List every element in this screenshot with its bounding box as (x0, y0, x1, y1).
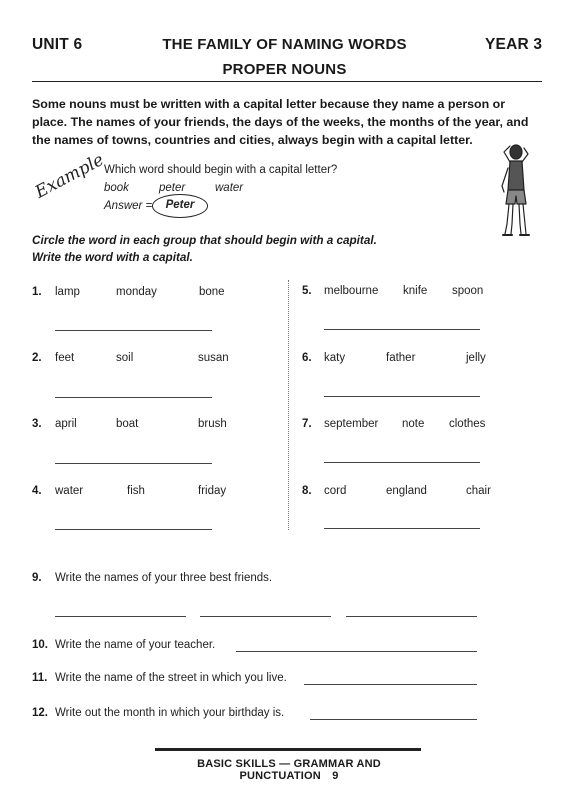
word-group (302, 285, 552, 335)
question-text: Write the name of the street in which you live. (55, 672, 287, 684)
question-text: Write the names of your three best friends. (55, 572, 273, 584)
group-number: 8. (302, 485, 312, 497)
question-number: 10. (32, 639, 48, 651)
group-word[interactable]: boat (116, 418, 139, 430)
group-word[interactable]: spoon (452, 285, 484, 297)
example-label: Example (32, 149, 108, 203)
instructions (32, 232, 452, 266)
group-word[interactable]: fish (127, 485, 145, 497)
year-label: YEAR 3 (485, 36, 543, 53)
group-word[interactable]: soil (116, 352, 134, 364)
unit-label: UNIT 6 (32, 36, 83, 53)
group-word[interactable]: september (324, 418, 379, 430)
group-word[interactable]: clothes (449, 418, 486, 430)
answer-line[interactable] (55, 529, 212, 530)
instruction-line: Circle the word in each group that should begin with a capital. (32, 234, 377, 247)
group-number: 2. (32, 352, 42, 364)
group-number: 1. (32, 286, 42, 298)
footer-rule (155, 748, 421, 751)
group-word[interactable]: april (55, 418, 77, 430)
question-text: Write the name of your teacher. (55, 639, 216, 651)
answer-line[interactable] (310, 719, 477, 720)
group-word[interactable]: susan (198, 352, 229, 364)
answer-line[interactable] (55, 397, 212, 398)
answer-line[interactable] (324, 462, 480, 463)
intro-line: the names of towns, countries and cities, always begin with a capital letter. (32, 133, 473, 147)
instruction-line: Write the word with a capital. (32, 251, 193, 264)
group-word[interactable]: cord (324, 485, 347, 497)
answer-line[interactable] (55, 463, 212, 464)
example-word: peter (159, 182, 186, 194)
page-title: THE FAMILY OF NAMING WORDS (162, 36, 407, 53)
word-group (302, 418, 552, 468)
group-word[interactable]: brush (198, 418, 227, 430)
answer-line[interactable] (346, 616, 477, 617)
boy-illustration (482, 140, 544, 242)
group-number: 7. (302, 418, 312, 430)
example-word: water (215, 182, 244, 194)
example-answer-label: Answer = (104, 200, 153, 212)
word-group (32, 485, 282, 535)
intro-line: place. The names of your friends, the days of the weeks, the months of the year, and (32, 115, 529, 129)
group-number: 6. (302, 352, 312, 364)
question-text: Write out the month in which your birthday is. (55, 707, 285, 719)
group-word[interactable]: monday (116, 286, 157, 298)
column-divider (288, 280, 289, 530)
group-number: 4. (32, 485, 42, 497)
example-word: book (104, 182, 129, 194)
group-number: 3. (32, 418, 42, 430)
intro-line: Some nouns must be written with a capital letter because they name a person or (32, 97, 506, 111)
group-number: 5. (302, 285, 312, 297)
intro-paragraph (32, 95, 552, 149)
example-answer: Peter (165, 199, 195, 211)
answer-line[interactable] (304, 684, 477, 685)
group-word[interactable]: knife (403, 285, 428, 297)
answer-line[interactable] (55, 330, 212, 331)
answer-line[interactable] (200, 616, 331, 617)
answer-line[interactable] (55, 616, 186, 617)
question-number: 9. (32, 572, 42, 584)
answer-line[interactable] (236, 651, 477, 652)
group-word[interactable]: feet (55, 352, 75, 364)
group-word[interactable]: note (402, 418, 425, 430)
group-word[interactable]: chair (466, 485, 491, 497)
group-word[interactable]: friday (198, 485, 227, 497)
page-subtitle: PROPER NOUNS (222, 61, 347, 78)
group-word[interactable]: melbourne (324, 285, 379, 297)
group-word[interactable]: father (386, 352, 416, 364)
example-question: Which word should begin with a capital letter? (104, 164, 338, 176)
word-group (32, 418, 282, 468)
group-word[interactable]: lamp (55, 286, 80, 298)
page-number: 9 (332, 770, 339, 782)
header-rule (32, 81, 542, 82)
answer-line[interactable] (324, 329, 480, 330)
group-word[interactable]: jelly (466, 352, 486, 364)
answer-line[interactable] (324, 528, 480, 529)
group-word[interactable]: water (55, 485, 84, 497)
question-number: 12. (32, 707, 48, 719)
word-group (32, 352, 282, 402)
footer-text (155, 758, 423, 782)
group-word[interactable]: bone (199, 286, 225, 298)
word-group (302, 352, 552, 402)
answer-line[interactable] (324, 396, 480, 397)
footer-title: BASIC SKILLS — GRAMMAR AND PUNCTUATION (197, 758, 381, 782)
group-word[interactable]: katy (324, 352, 346, 364)
group-word[interactable]: england (386, 485, 427, 497)
word-group (32, 286, 282, 336)
question-number: 11. (32, 672, 48, 684)
